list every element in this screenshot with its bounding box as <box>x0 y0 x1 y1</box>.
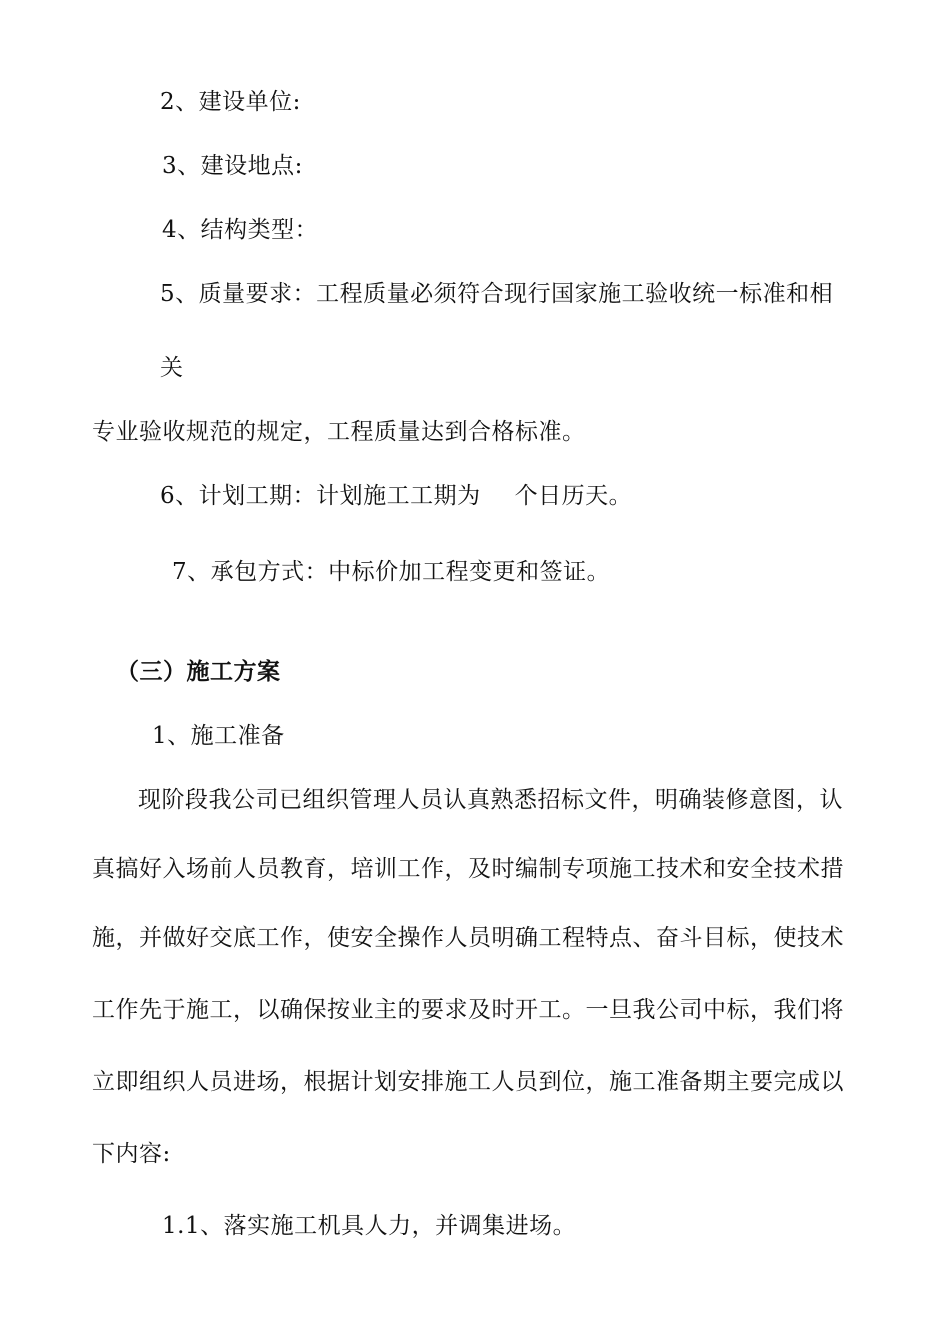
paragraph-line: 施，并做好交底工作，使安全操作人员明确工程特点、奋斗目标，使技术 <box>92 925 844 951</box>
paragraph-line: 下内容: <box>92 1141 171 1167</box>
planned-duration-unit: 个日历天。 <box>514 483 633 509</box>
paragraph-line: 工作先于施工，以确保按业主的要求及时开工。一旦我公司中标，我们将 <box>92 997 844 1023</box>
paragraph-line: 立即组织人员进场，根据计划安排施工人员到位，施工准备期主要完成以 <box>92 1069 844 1095</box>
item-structure-type: 4、结构类型： <box>162 217 319 243</box>
item-contract-method: 7、承包方式：中标价加工程变更和签证。 <box>172 559 611 585</box>
item-quality-requirement: 5、质量要求：工程质量必须符合现行国家施工验收统一标准和相 <box>160 281 834 307</box>
section-heading: （三）施工方案 <box>116 659 281 685</box>
subheading-preparation: 1、施工准备 <box>152 723 285 749</box>
item-planned-duration <box>160 480 632 512</box>
item-equipment-manpower: 1.1、落实施工机具人力，并调集进场。 <box>162 1213 577 1239</box>
item-construction-location: 3、建设地点: <box>162 153 303 179</box>
item-quality-requirement-continued-2: 专业验收规范的规定，工程质量达到合格标准。 <box>92 419 586 445</box>
item-construction-unit: 2、建设单位: <box>160 89 301 115</box>
paragraph-line: 现阶段我公司已组织管理人员认真熟悉招标文件，明确装修意图，认 <box>138 787 843 813</box>
item-quality-requirement-continued: 关 <box>160 355 184 381</box>
paragraph-line: 真搞好入场前人员教育，培训工作，及时编制专项施工技术和安全技术措 <box>92 856 844 882</box>
planned-duration-label: 6、计划工期：计划施工工期为 <box>160 483 481 509</box>
